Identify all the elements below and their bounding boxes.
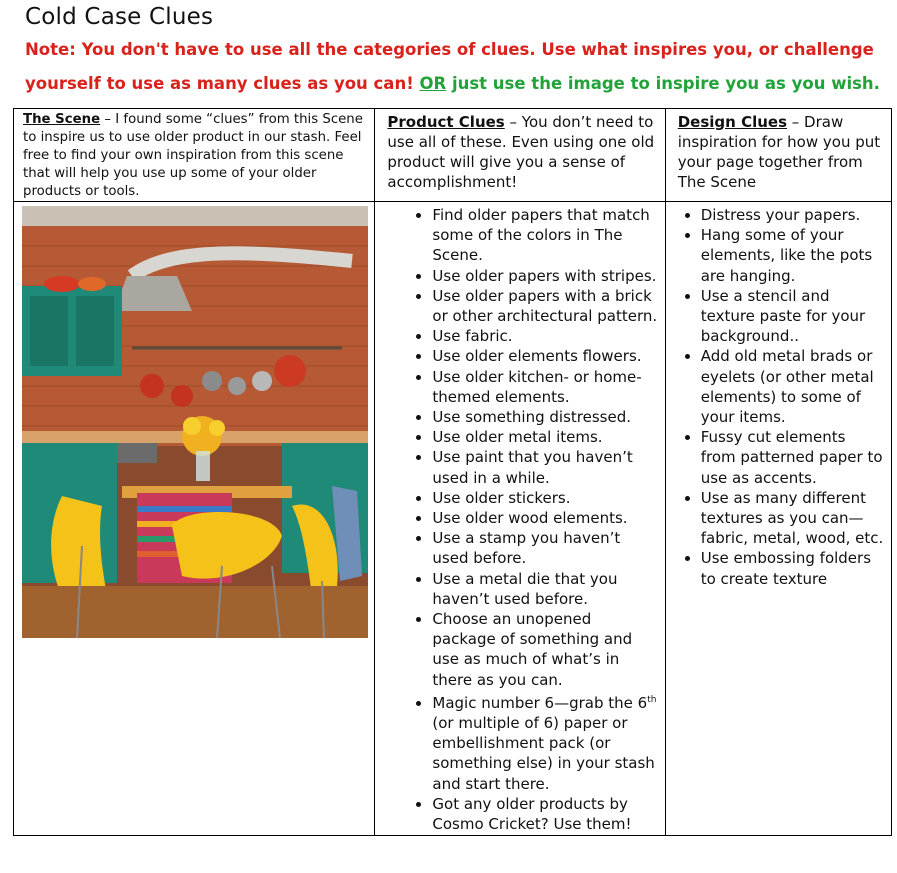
magic-post: (or multiple of 6) paper or embellishment pack (or something else) in your stash and start there. xyxy=(432,714,655,793)
list-item: • Fussy cut elements from patterned paper to use as accents. xyxy=(701,427,884,488)
kitchen-scene-image xyxy=(22,206,368,638)
content-row xyxy=(14,202,892,836)
list-item: • Find older papers that match some of the colors in The Scene. xyxy=(432,205,657,266)
list-item: • Use older kitchen- or home-themed elements. xyxy=(432,367,657,407)
list-item: • Choose an unopened package of something and use as much of what’s in there as you can. xyxy=(432,609,657,690)
list-item: • Use older wood elements. xyxy=(432,508,657,528)
list-item: • Use older papers with stripes. xyxy=(432,266,657,286)
list-item: • Hang some of your elements, like the pots are hanging. xyxy=(701,225,884,286)
list-item: • Use paint that you haven’t used in a while. xyxy=(432,447,657,487)
design-header-cell xyxy=(665,109,891,202)
list-item: • Use older metal items. xyxy=(432,427,657,447)
scene-heading: The Scene xyxy=(23,112,101,127)
product-intro: – You don’t need to use all of these. Even using one old product will give you a sense of accomplishment! xyxy=(387,113,655,191)
list-item: • Use fabric. xyxy=(432,326,657,346)
page-title: Cold Case Clues xyxy=(25,4,214,30)
design-clues-cell xyxy=(665,202,891,836)
list-item: • Use a stencil and texture paste for your background.. xyxy=(701,286,884,347)
product-header-cell xyxy=(375,109,665,202)
design-clues-list xyxy=(667,205,890,589)
scene-image-cell xyxy=(14,202,375,836)
design-intro: – Draw inspiration for how you put your page together from The Scene xyxy=(677,113,881,191)
list-item: • Use embossing folders to create texture xyxy=(701,548,884,588)
clues-table xyxy=(13,108,892,836)
design-heading: Design Clues xyxy=(677,113,787,131)
scene-text: I found some “clues” from this Scene to inspire us to use older product in our stash. Feel free to find your own inspiration from this scene that will help you use up some of your older products or tools. xyxy=(23,112,363,199)
list-item: • Use older elements flowers. xyxy=(432,346,657,366)
list-item: • Add old metal brads or eyelets (or other metal elements) to some of your items. xyxy=(701,346,884,427)
magic-pre: Magic number 6—grab the 6 xyxy=(432,693,648,712)
list-item: • Use a metal die that you haven’t used before. xyxy=(432,569,657,609)
scene-header-cell xyxy=(14,109,375,202)
list-item: • Distress your papers. xyxy=(701,205,884,225)
scene-dash: – xyxy=(100,112,116,127)
product-clues-cell xyxy=(375,202,665,836)
product-clues-list xyxy=(376,205,663,834)
note-line-2 xyxy=(25,74,880,93)
list-item xyxy=(432,690,657,794)
header-row xyxy=(14,109,892,202)
list-item: • Use a stamp you haven’t used before. xyxy=(432,528,657,568)
note-line-2-green: just use the image to inspire you as you wish. xyxy=(446,74,880,93)
note-or: OR xyxy=(419,74,447,93)
list-item: • Use older papers with a brick or other architectural pattern. xyxy=(432,286,657,326)
note-line-2-red: yourself to use as many clues as you can! xyxy=(25,74,420,93)
list-item: • Use older stickers. xyxy=(432,488,657,508)
list-item: • Use as many different textures as you can—fabric, metal, wood, etc. xyxy=(701,488,884,549)
list-item: • Use something distressed. xyxy=(432,407,657,427)
list-item: • Got any older products by Cosmo Cricket? Use them! xyxy=(432,794,657,834)
product-heading: Product Clues xyxy=(387,113,505,131)
note-line-1: Note: You don't have to use all the categories of clues. Use what inspires you, or challenge xyxy=(25,40,874,59)
magic-sup: th xyxy=(647,694,657,705)
